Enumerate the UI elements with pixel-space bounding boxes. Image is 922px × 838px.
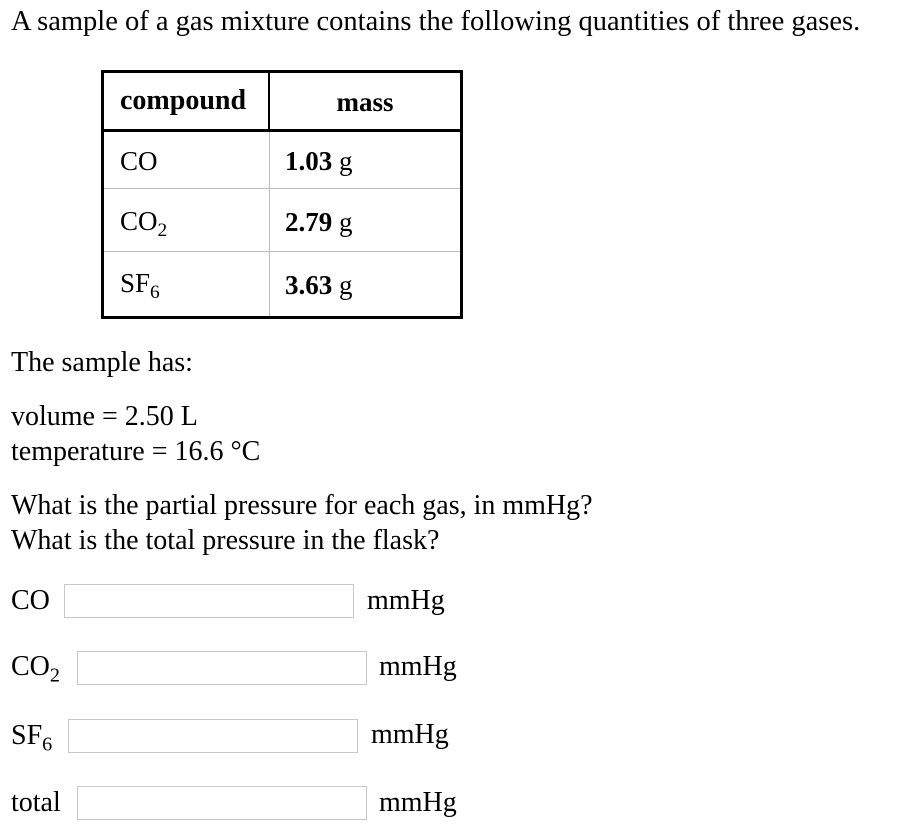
total-pressure-input[interactable] <box>77 786 367 820</box>
answer-label-co2: $CO_2$ <box>11 651 60 687</box>
unit-label: mmHg <box>379 651 457 682</box>
question-line-1: What is the partial pressure for each gas, in mmHg? <box>11 490 593 521</box>
temperature-text: temperature = 16.6 °C <box>11 436 261 467</box>
volume-text: volume = 2.50 L <box>11 401 198 432</box>
table-row-compound: $SF_6$ <box>120 268 160 304</box>
co2-pressure-input[interactable] <box>77 651 367 685</box>
column-divider <box>269 132 270 316</box>
unit-label: mmHg <box>367 585 445 616</box>
answer-label-total: total <box>11 787 61 818</box>
answer-label-co: CO <box>11 585 50 616</box>
gas-mass-table <box>101 70 463 319</box>
table-row-mass: 2.79 g <box>285 207 353 237</box>
row-divider <box>104 188 460 189</box>
sf6-pressure-input[interactable] <box>68 719 358 753</box>
unit-label: mmHg <box>379 787 457 818</box>
table-row-mass: 3.63 g <box>285 270 353 300</box>
co-pressure-input[interactable] <box>64 584 354 618</box>
intro-text: A sample of a gas mixture contains the following quantities of three gases. <box>11 6 861 37</box>
header-mass: mass <box>336 87 394 117</box>
header-compound: compound <box>120 85 247 116</box>
table-row-compound: $CO_2$ <box>120 206 168 242</box>
question-line-2: What is the total pressure in the flask? <box>11 525 440 556</box>
answer-label-sf6: $SF_6$ <box>11 720 53 756</box>
table-header-row <box>104 73 460 132</box>
unit-label: mmHg <box>371 719 449 750</box>
conditions-heading: The sample has: <box>11 347 193 378</box>
table-row-mass: 1.03 g <box>285 146 353 176</box>
table-row-compound: CO <box>120 146 158 176</box>
row-divider <box>104 251 460 252</box>
